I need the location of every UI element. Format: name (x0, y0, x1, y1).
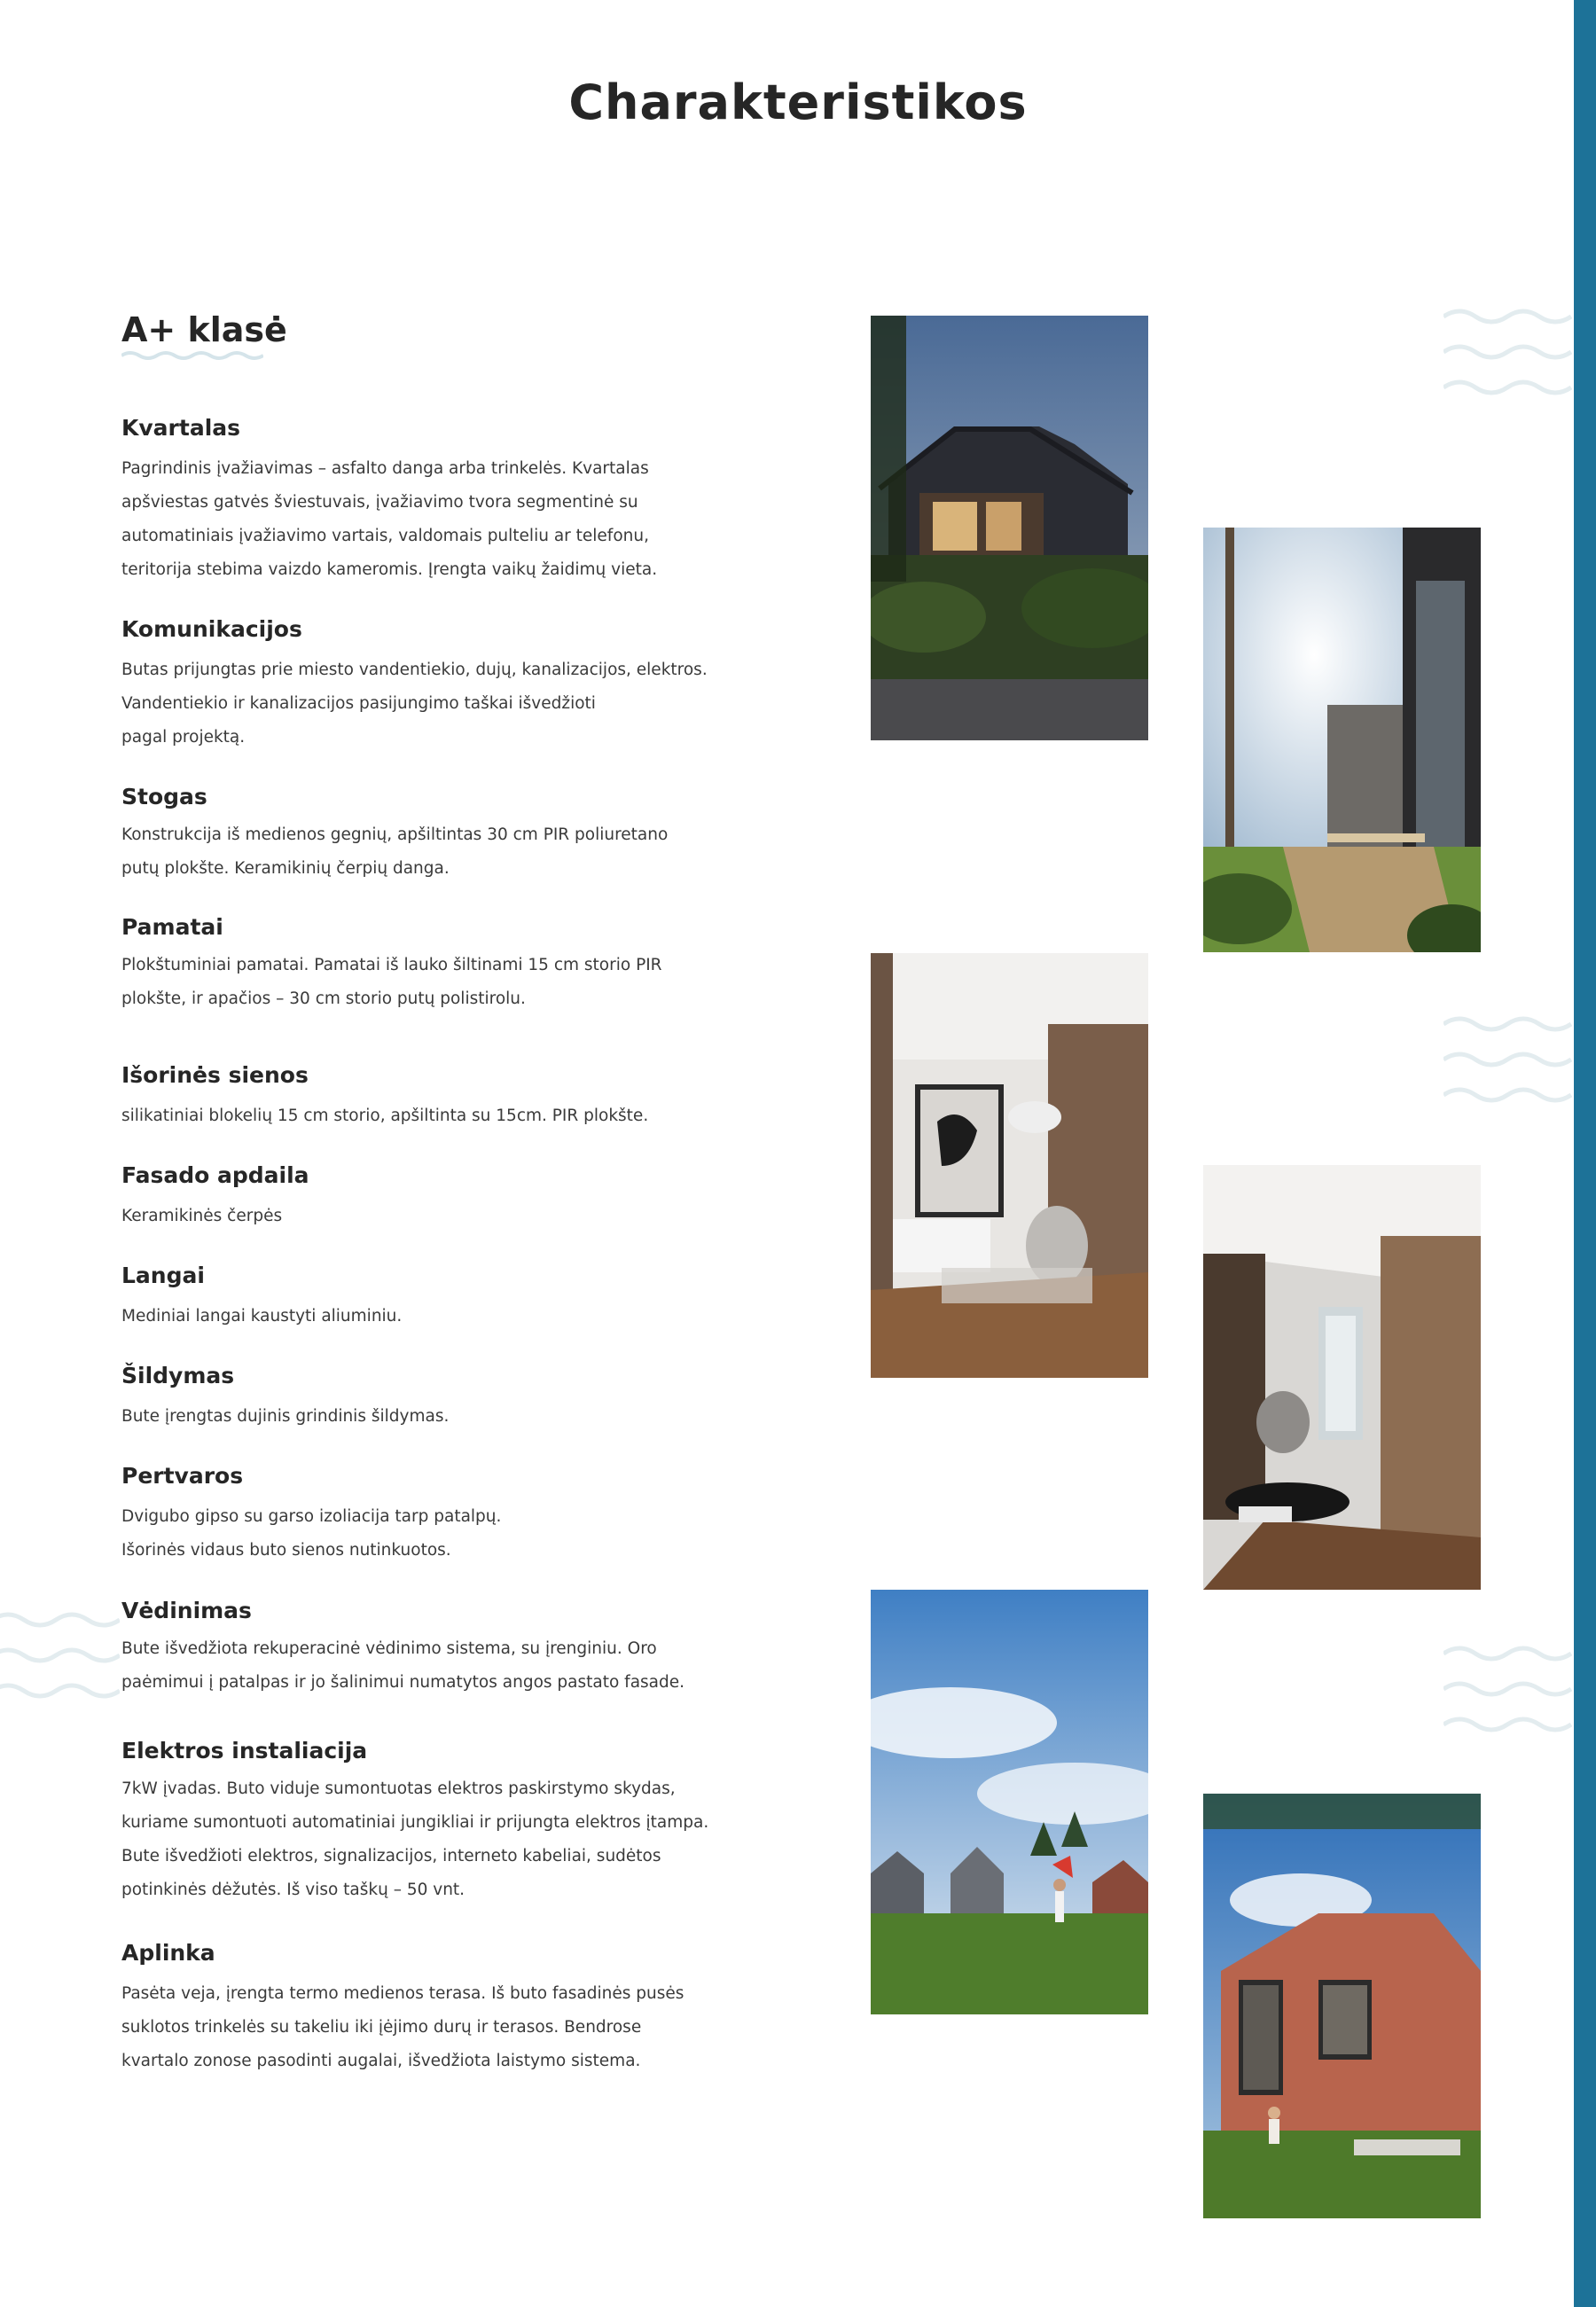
text-line: paėmimui į patalpas ir jo šalinimui numatytos angos pastato fasade. (121, 1673, 685, 1692)
section-title-pamatai: Pamatai (121, 914, 223, 940)
waves-decoration (1443, 1013, 1574, 1107)
text-line: Dvigubo gipso su garso izoliacija tarp patalpų. (121, 1507, 502, 1526)
text-line: teritorija stebima vaizdo kameromis. Įrengta vaikų žaidimų vieta. (121, 560, 658, 579)
photo-house-exterior-dusk (871, 316, 1148, 740)
text-line: Bute įrengtas dujinis grindinis šildymas. (121, 1407, 450, 1426)
text-line: 7kW įvadas. Buto viduje sumontuotas elektros paskirstymo skydas, (121, 1779, 676, 1798)
waves-decoration (1443, 1643, 1574, 1736)
section-text-aplinka (121, 1977, 684, 2078)
section-title-sildymas: Šildymas (121, 1363, 235, 1388)
section-text-pamatai (121, 949, 662, 1016)
text-line: kuriame sumontuoti automatiniai jungikliai ir prijungta elektros įtampa. (121, 1813, 709, 1832)
section-title-aplinka: Aplinka (121, 1940, 215, 1966)
text-line: kvartalo zonose pasodinti augalai, išvedžiota laistymo sistema. (121, 2052, 641, 2070)
section-text-sildymas (121, 1400, 449, 1434)
text-line: Keramikinės čerpės (121, 1207, 283, 1225)
text-line: apšviestas gatvės šviestuvais, įvažiavimo tvora segmentinė su (121, 493, 638, 512)
section-title-fasado-apdaila: Fasado apdaila (121, 1162, 309, 1188)
energy-class-title: A+ klasė (121, 310, 287, 349)
page-title: Charakteristikos (568, 74, 1028, 130)
photo-tile-house-child (1203, 1794, 1481, 2218)
section-text-pertvaros (121, 1500, 501, 1568)
section-text-komunikacijos (121, 653, 708, 755)
text-line: potinkinės dėžutės. Iš viso taškų – 50 vnt. (121, 1881, 466, 1899)
section-text-fasado-apdaila (121, 1200, 282, 1233)
text-line: Pasėta veja, įrengta termo medienos terasa. Iš buto fasadinės pusės (121, 1984, 685, 2003)
text-line: Bute išvedžioti elektros, signalizacijos, interneto kabeliai, sudėtos (121, 1847, 661, 1865)
photo-hallway-interior (1203, 1165, 1481, 1590)
text-line: Plokštuminiai pamatai. Pamatai iš lauko šiltinami 15 cm storio PIR (121, 956, 662, 974)
section-text-elektros-instaliacija (121, 1772, 708, 1907)
section-text-stogas (121, 818, 668, 886)
photo-kite-yard (871, 1590, 1148, 2014)
wavy-underline-decoration (121, 349, 263, 362)
section-title-kvartalas: Kvartalas (121, 415, 241, 441)
section-text-kvartalas (121, 452, 657, 587)
text-line: automatiniais įvažiavimo vartais, valdomais pulteliu ar telefonu, (121, 527, 649, 545)
section-title-elektros-instaliacija: Elektros instaliacija (121, 1738, 368, 1763)
text-line: pagal projektą. (121, 728, 246, 747)
text-line: Išorinės vidaus buto sienos nutinkuotos. (121, 1541, 451, 1560)
waves-decoration (0, 1609, 120, 1702)
text-line: Mediniai langai kaustyti aliuminiu. (121, 1307, 403, 1326)
section-title-pertvaros: Pertvaros (121, 1463, 244, 1489)
text-line: plokšte, ir apačios – 30 cm storio putų polistirolu. (121, 989, 526, 1008)
text-line: putų plokšte. Keramikinių čerpių danga. (121, 859, 450, 878)
section-title-langai: Langai (121, 1263, 205, 1288)
text-line: Butas prijungtas prie miesto vandentiekio, dujų, kanalizacijos, elektros. (121, 661, 708, 679)
accent-side-bar (1574, 0, 1596, 2307)
text-line: Konstrukcija iš medienos gegnių, apšiltintas 30 cm PIR poliuretano (121, 825, 669, 844)
text-line: Vandentiekio ir kanalizacijos pasijungimo taškai išvedžioti (121, 694, 596, 713)
text-line: Bute išvedžiota rekuperacinė vėdinimo sistema, su įrenginiu. Oro (121, 1639, 657, 1658)
waves-decoration (1443, 306, 1574, 399)
section-title-komunikacijos: Komunikacijos (121, 616, 302, 642)
section-title-vedinimas: Vėdinimas (121, 1598, 252, 1623)
text-line: suklotos trinkelės su takeliu iki įėjimo durų ir terasos. Bendrose (121, 2018, 642, 2037)
photo-living-room-interior (871, 953, 1148, 1378)
text-line: Pagrindinis įvažiavimas – asfalto danga arba trinkelės. Kvartalas (121, 459, 649, 478)
text-line: silikatiniai blokelių 15 cm storio, apšiltinta su 15cm. PIR plokšte. (121, 1107, 649, 1125)
section-text-vedinimas (121, 1632, 685, 1700)
section-title-isorines-sienos: Išorinės sienos (121, 1062, 309, 1088)
section-text-langai (121, 1300, 402, 1333)
section-title-stogas: Stogas (121, 784, 207, 809)
section-text-isorines-sienos (121, 1099, 648, 1133)
photo-sunny-terrace (1203, 528, 1481, 952)
